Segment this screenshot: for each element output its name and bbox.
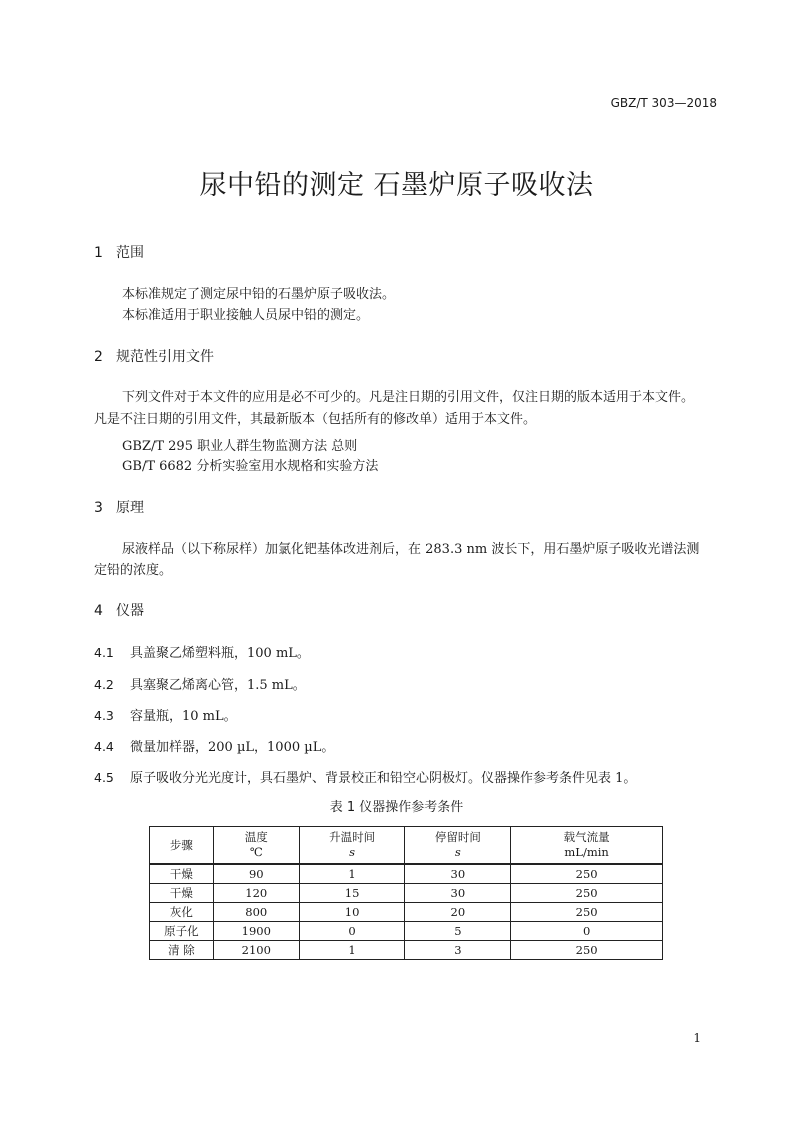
cell-ramp-time: 1 [299,864,405,884]
cell-ramp-time: 15 [299,884,405,903]
column-header-ramp-time [299,827,405,865]
header-name: 升温时间 [329,830,376,844]
cell-gas-flow: 0 [511,922,663,941]
list-item [94,705,237,724]
header-unit: s [454,845,461,859]
section-number: 1 [94,245,103,261]
normative-reference: GB/T 6682 分析实验室用水规格和实验方法 [122,459,379,474]
column-header-temperature [213,827,299,865]
cell-gas-flow: 250 [511,884,663,903]
cell-temperature: 120 [213,884,299,903]
cell-temperature: 2100 [213,941,299,960]
section-title: 原理 [116,500,144,516]
column-header-hold-time [405,827,511,865]
cell-temperature: 1900 [213,922,299,941]
paragraph: 本标准适用于职业接触人员尿中铅的测定。 [122,308,370,323]
cell-step: 灰化 [150,903,214,922]
paragraph-line: 凡是不注日期的引用文件，其最新版本（包括所有的修改单）适用于本文件。 [94,412,537,427]
item-number: 4.1 [94,645,114,660]
section-1-heading [94,242,144,262]
normative-reference: GBZ/T 295 职业人群生物监测方法 总则 [122,439,358,454]
section-2-heading [94,346,214,366]
cell-hold-time: 30 [405,864,511,884]
section-title: 规范性引用文件 [116,349,214,365]
page-title: 尿中铅的测定 石墨炉原子吸收法 [199,170,594,201]
item-text: 具盖聚乙烯塑料瓶，100 mL。 [130,646,310,661]
table-row [150,884,663,903]
cell-gas-flow: 250 [511,864,663,884]
header-name: 步骤 [169,837,193,852]
instrument-parameters-table [149,826,663,960]
item-number: 4.3 [94,708,114,723]
cell-temperature: 90 [213,864,299,884]
list-item [94,642,310,661]
section-title: 范围 [116,245,144,261]
standard-code: GBZ/T 303—2018 [610,96,717,110]
cell-temperature: 800 [213,903,299,922]
table-row [150,941,663,960]
header-name: 停留时间 [434,830,481,844]
paragraph-line: 下列文件对于本文件的应用是必不可少的。凡是注日期的引用文件，仅注日期的版本适用于本文件。 [122,390,695,405]
paragraph: 本标准规定了测定尿中铅的石墨炉原子吸收法。 [122,287,396,302]
item-number: 4.4 [94,739,114,754]
section-3-heading [94,497,144,517]
table-header-row [150,827,663,865]
cell-step: 原子化 [150,922,214,941]
cell-step: 清 除 [150,941,214,960]
column-header-step [150,827,214,865]
column-header-gas-flow [511,827,663,865]
cell-hold-time: 3 [405,941,511,960]
header-unit: s [349,845,356,859]
section-4-heading [94,600,144,620]
list-item [94,736,334,755]
header-name: 载气流量 [563,830,610,844]
table-caption: 表 1 仪器操作参考条件 [329,800,464,815]
table-row [150,922,663,941]
item-text: 原子吸收分光光度计，具石墨炉、背景校正和铅空心阴极灯。仪器操作参考条件见表 1。 [130,771,637,786]
item-number: 4.5 [94,770,114,785]
list-item [94,767,636,786]
section-number: 2 [94,349,103,365]
item-text: 微量加样器，200 µL，1000 µL。 [130,740,335,755]
cell-hold-time: 5 [405,922,511,941]
table-row [150,903,663,922]
section-number: 4 [94,603,103,619]
section-title: 仪器 [116,603,144,619]
cell-hold-time: 20 [405,903,511,922]
list-item [94,674,306,693]
item-text: 容量瓶，10 mL。 [130,709,237,724]
item-number: 4.2 [94,677,114,692]
header-name: 温度 [244,830,268,844]
item-text: 具塞聚乙烯离心管，1.5 mL。 [130,678,306,693]
cell-gas-flow: 250 [511,941,663,960]
page-number: 1 [693,1031,701,1045]
cell-step: 干燥 [150,884,214,903]
cell-ramp-time: 0 [299,922,405,941]
table-row [150,864,663,884]
cell-step: 干燥 [150,864,214,884]
cell-ramp-time: 1 [299,941,405,960]
header-unit: mL/min [564,845,609,859]
paragraph-line: 尿液样品（以下称尿样）加氯化钯基体改进剂后，在 283.3 nm 波长下，用石墨炉原子吸收光谱法测 [122,542,700,557]
cell-ramp-time: 10 [299,903,405,922]
paragraph-line: 定铅的浓度。 [94,563,173,578]
cell-hold-time: 30 [405,884,511,903]
section-number: 3 [94,500,103,516]
cell-gas-flow: 250 [511,903,663,922]
header-unit: ℃ [249,845,263,859]
